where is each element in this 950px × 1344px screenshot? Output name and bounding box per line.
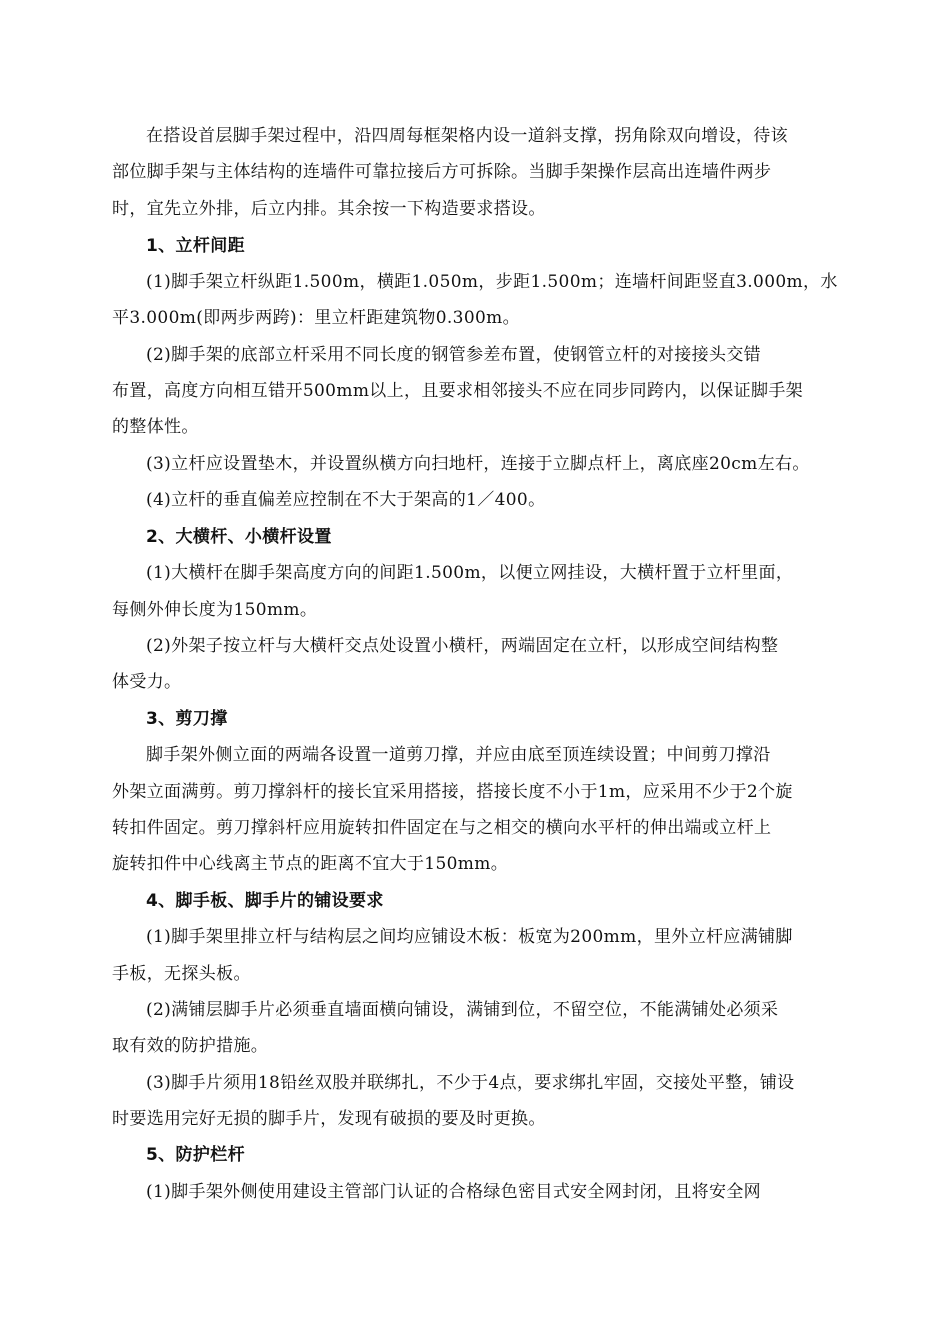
text-line: 布置，高度方向相互错开500mm以上，且要求相邻接头不应在同步同跨内，以保证脚手架 — [112, 381, 804, 401]
text-line: 体受力。 — [112, 672, 182, 692]
text-line: (2)外架子按立杆与大横杆交点处设置小横杆，两端固定在立杆，以形成空间结构整 — [146, 636, 779, 656]
text-line: 时要选用完好无损的脚手片，发现有破损的要及时更换。 — [112, 1109, 546, 1129]
section-heading: 3、剪刀撑 — [146, 709, 228, 729]
text-line: (3)脚手片须用18铅丝双股并联绑扎，不少于4点，要求绑扎牢固，交接处平整，铺设 — [146, 1073, 795, 1093]
text-line: 的整体性。 — [112, 417, 199, 437]
section-heading: 2、大横杆、小横杆设置 — [146, 527, 332, 547]
text-line: 部位脚手架与主体结构的连墙件可靠拉接后方可拆除。当脚手架操作层高出连墙件两步 — [112, 162, 772, 182]
text-line: (1)脚手架外侧使用建设主管部门认证的合格绿色密目式安全网封闭，且将安全网 — [146, 1182, 762, 1202]
text-line: (2)脚手架的底部立杆采用不同长度的钢管参差布置，使钢管立杆的对接接头交错 — [146, 345, 762, 365]
text-line: 转扣件固定。剪刀撑斜杆应用旋转扣件固定在与之相交的横向水平杆的伸出端或立杆上 — [112, 818, 772, 838]
text-line: 在搭设首层脚手架过程中，沿四周每框架格内设一道斜支撑，拐角除双向增设，待该 — [146, 126, 788, 146]
section-heading: 4、脚手板、脚手片的铺设要求 — [146, 891, 384, 911]
section-heading: 1、立杆间距 — [146, 236, 245, 256]
text-line: 手板，无探头板。 — [112, 964, 251, 984]
section-heading: 5、防护栏杆 — [146, 1145, 245, 1165]
text-line: 脚手架外侧立面的两端各设置一道剪刀撑，并应由底至顶连续设置；中间剪刀撑沿 — [146, 745, 771, 765]
text-line: (4)立杆的垂直偏差应控制在不大于架高的1／400。 — [146, 490, 546, 510]
text-line: 时，宜先立外排，后立内排。其余按一下构造要求搭设。 — [112, 199, 546, 219]
text-line: (2)满铺层脚手片必须垂直墙面横向铺设，满铺到位，不留空位，不能满铺处必须采 — [146, 1000, 779, 1020]
text-line: 平3.000m(即两步两跨)：里立杆距建筑物0.300m。 — [112, 308, 520, 328]
text-line: 每侧外伸长度为150mm。 — [112, 600, 318, 620]
text-line: 取有效的防护措施。 — [112, 1036, 269, 1056]
text-line: (1)大横杆在脚手架高度方向的间距1.500m，以便立网挂设，大横杆置于立杆里面， — [146, 563, 794, 583]
text-line: 外架立面满剪。剪刀撑斜杆的接长宜采用搭接，搭接长度不小于1m，应采用不少于2个旋 — [112, 782, 793, 802]
text-line: (1)脚手架立杆纵距1.500m，横距1.050m，步距1.500m；连墙杆间距竖直3.000m，水 — [146, 272, 838, 292]
text-line: (1)脚手架里排立杆与结构层之间均应铺设木板：板宽为200mm，里外立杆应满铺脚 — [146, 927, 793, 947]
text-line: (3)立杆应设置垫木，并设置纵横方向扫地杆，连接于立脚点杆上，离底座20cm左右。 — [146, 454, 810, 474]
text-line: 旋转扣件中心线离主节点的距离不宜大于150mm。 — [112, 854, 509, 874]
